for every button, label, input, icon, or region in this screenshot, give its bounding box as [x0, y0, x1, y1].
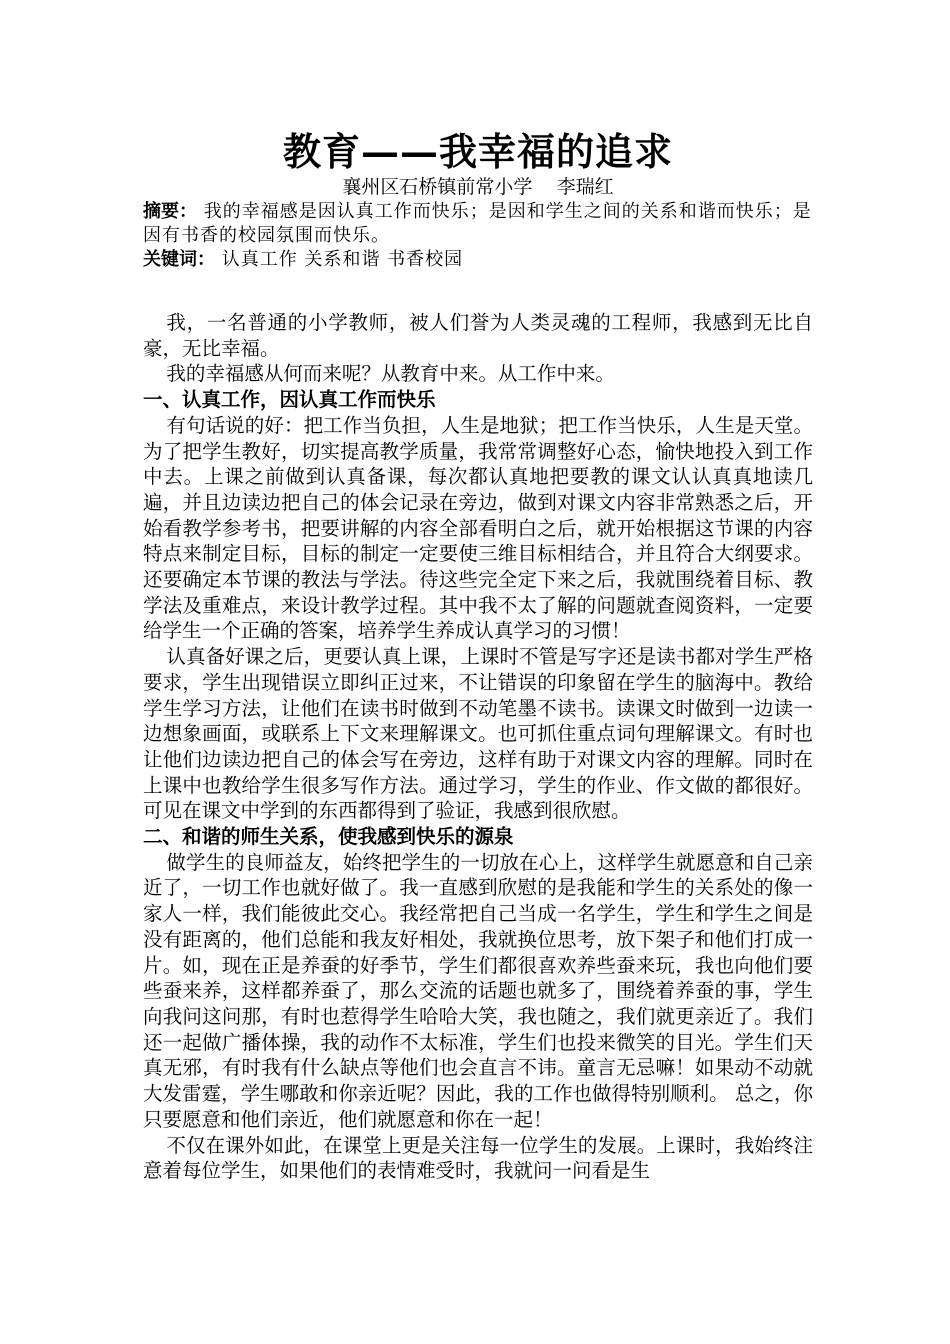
keywords: [143, 248, 813, 272]
body-paragraph: 认真备好课之后，更要认真上课，上课时不管是写字还是读书都对学生严格要求，学生出现错误立即纠正过来，不让错误的印象留在学生的脑海中。教给学生学习方法，让他们在读书时做到不动笔墨不读书。读课文时做到一边读一边想象画面，或联系上下文来理解课文。也可抓住重点词句理解课文。有时也让他们边读边把自己的体会写在旁边，这样有助于对课文内容的理解。同时在上课中也教给学生很多写作方法。通过学习，学生的作业、作文做的都很好。可见在课文中学到的东西都得到了验证，我感到很欣慰。: [143, 645, 813, 823]
section-heading: 二、和谐的师生关系，使我感到快乐的源泉: [143, 825, 514, 849]
body-paragraph: 不仅在课外如此，在课堂上更是关注每一位学生的发展。上课时，我始终注意着每位学生，如果他们的表情难受时，我就问一问看是生: [143, 1133, 813, 1183]
body-paragraph: 有句话说的好：把工作当负担，人生是地狱；把工作当快乐，人生是天堂。为了把学生教好，切实提高教学质量，我常常调整好心态，愉快地投入到工作中去。上课之前做到认真备课，每次都认真地把要教的课文认认真真地读几遍，并且边读边把自己的体会记录在旁边，做到对课文内容非常熟悉之后，开始看教学参考书，把要讲解的内容全部看明白之后，就开始根据这节课的内容特点来制定目标，目标的制定一定要使三维目标相结合，并且符合大纲要求。还要确定本节课的教法与学法。待这些完全定下来之后，我就围绕着目标、教学法及重难点，来设计教学过程。其中我不太了解的问题就查阅资料，一定要给学生一个正确的答案，培养学生养成认真学习的习惯！: [143, 413, 813, 643]
author-line: 襄州区石桥镇前常小学 李瑞红: [342, 176, 614, 198]
document-title: 教育——我幸福的追求: [282, 129, 673, 174]
body-paragraph: 做学生的良师益友，始终把学生的一切放在心上，这样学生就愿意和自己亲近了，一切工作也就好做了。我一直感到欣慰的是我能和学生的关系处的像一家人一样，我们能彼此交心。我经常把自己当成一名学生，学生和学生之间是没有距离的，他们总能和我友好相处，我就换位思考，放下架子和他们打成一片。如，现在正是养蚕的好季节，学生们都很喜欢养些蚕来玩，我也向他们要些蚕来养，这样都养蚕了，那么交流的话题也就多了，围绕着养蚕的事，学生向我问这问那，有时也惹得学生哈哈大笑，我也随之，我们就更亲近了。我们还一起做广播体操，我的动作不太标准，学生们也投来微笑的目光。学生们天真无邪，有时我有什么缺点等他们也会直言不讳。童言无忌嘛！如果动不动就大发雷霆，学生哪敢和你亲近呢？因此，我的工作也做得特别顺利。 总之，你只要愿意和他们亲近，他们就愿意和你在一起！: [143, 850, 813, 1131]
abstract-text: 我的幸福感是因认真工作而快乐；是因和学生之间的关系和谐而快乐；是因有书香的校园氛围而快乐。: [143, 201, 812, 246]
document-page: [143, 130, 813, 1184]
keywords-text: 认真工作 关系和谐 书香校园: [215, 249, 464, 270]
intro-paragraph: 我的幸福感从何而来呢？从教育中来。从工作中来。: [166, 362, 615, 386]
abstract-label: 摘要：: [143, 201, 197, 222]
section-heading: 一、认真工作，因认真工作而快乐: [143, 388, 436, 412]
intro-paragraph: 我，一名普通的小学教师，被人们誉为人类灵魂的工程师，我感到无比自豪，无比幸福。: [143, 311, 813, 360]
spacer: [143, 272, 813, 310]
abstract: [143, 200, 813, 248]
keywords-label: 关键词：: [143, 249, 215, 270]
